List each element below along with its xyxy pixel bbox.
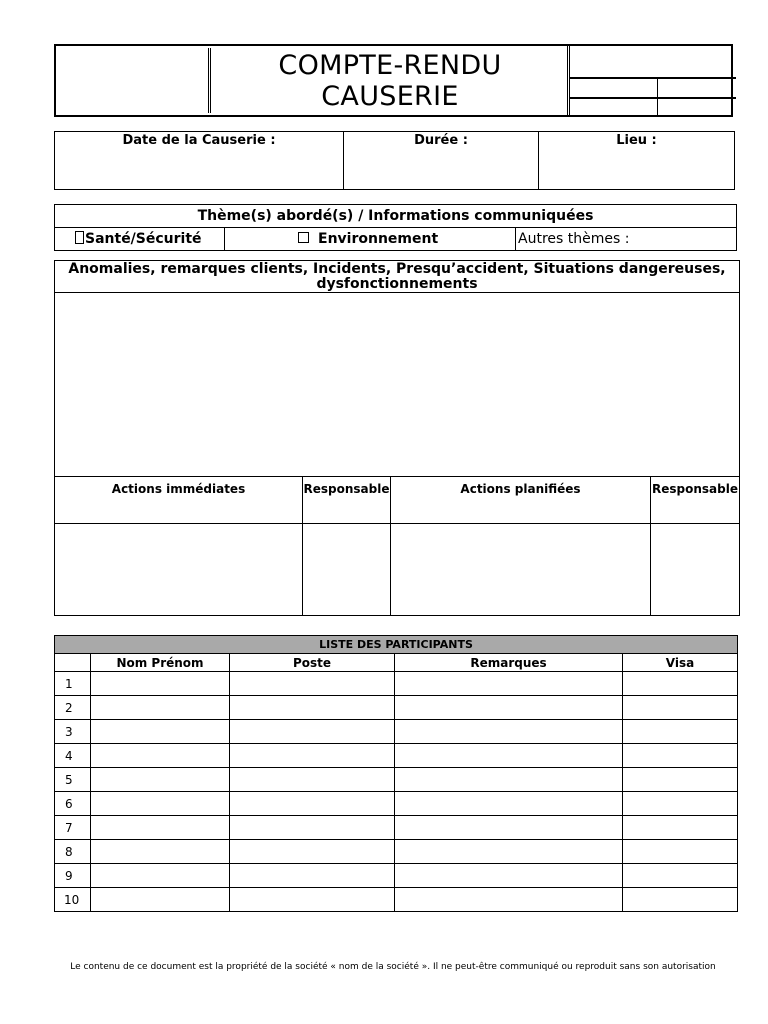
table-row: [55, 888, 738, 912]
poste-cell[interactable]: [230, 864, 395, 888]
reference-grid: [567, 46, 736, 115]
environnement-label: Environnement: [318, 231, 439, 247]
responsable-1-cell[interactable]: [303, 524, 391, 616]
logo-area: [58, 48, 211, 113]
table-row: [55, 768, 738, 792]
row-number: 10: [55, 888, 91, 912]
sante-checkbox-icon[interactable]: [75, 231, 84, 244]
participants-heading: LISTE DES PARTICIPANTS: [55, 636, 738, 654]
remarques-cell[interactable]: [395, 696, 623, 720]
participants-table: [54, 635, 738, 912]
nom-prenom-header: Nom Prénom: [91, 654, 230, 672]
row-number: 7: [55, 816, 91, 840]
remarques-cell[interactable]: [395, 744, 623, 768]
poste-cell[interactable]: [230, 720, 395, 744]
visa-cell[interactable]: [623, 816, 738, 840]
visa-cell[interactable]: [623, 792, 738, 816]
row-number: 6: [55, 792, 91, 816]
nom-prenom-cell[interactable]: [91, 888, 230, 912]
row-number: 3: [55, 720, 91, 744]
poste-header: Poste: [230, 654, 395, 672]
title-line-2: CAUSERIE: [321, 80, 459, 112]
anomalies-table: [54, 260, 740, 616]
poste-cell[interactable]: [230, 816, 395, 840]
nom-prenom-cell[interactable]: [91, 864, 230, 888]
table-row: [55, 864, 738, 888]
remarques-cell[interactable]: [395, 840, 623, 864]
visa-cell[interactable]: [623, 672, 738, 696]
actions-immediates-header: Actions immédiates: [55, 477, 303, 524]
nom-prenom-cell[interactable]: [91, 840, 230, 864]
themes-table: [54, 204, 737, 251]
environnement-option[interactable]: [225, 228, 516, 251]
sante-option[interactable]: [55, 228, 225, 251]
table-row: [55, 696, 738, 720]
nom-prenom-cell[interactable]: [91, 792, 230, 816]
row-number: 2: [55, 696, 91, 720]
row-number: 9: [55, 864, 91, 888]
visa-cell[interactable]: [623, 888, 738, 912]
remarques-cell[interactable]: [395, 768, 623, 792]
anomalies-heading: Anomalies, remarques clients, Incidents, Presqu’accident, Situations dangereuses, dysfonctionnements: [55, 261, 740, 293]
number-column-header: [55, 654, 91, 672]
footer-notice: Le contenu de ce document est la propriété de la société « nom de la société ». Il ne peut-être communiqué ou reproduit sans son autorisation: [70, 962, 716, 972]
actions-planifiees-cell[interactable]: [391, 524, 651, 616]
document-header: [54, 44, 733, 117]
table-row: [55, 720, 738, 744]
visa-cell[interactable]: [623, 744, 738, 768]
remarques-header: Remarques: [395, 654, 623, 672]
nom-prenom-cell[interactable]: [91, 744, 230, 768]
remarques-cell[interactable]: [395, 888, 623, 912]
autres-themes-label: Autres thèmes :: [518, 231, 630, 247]
table-row: [55, 792, 738, 816]
remarques-cell[interactable]: [395, 864, 623, 888]
visa-header: Visa: [623, 654, 738, 672]
poste-cell[interactable]: [230, 768, 395, 792]
poste-cell[interactable]: [230, 672, 395, 696]
visa-cell[interactable]: [623, 840, 738, 864]
visa-cell[interactable]: [623, 720, 738, 744]
lieu-field[interactable]: [539, 132, 735, 190]
responsable-2-header: Responsable: [651, 477, 740, 524]
themes-heading: Thème(s) abordé(s) / Informations communiquées: [55, 205, 737, 228]
actions-planifiees-header: Actions planifiées: [391, 477, 651, 524]
visa-cell[interactable]: [623, 696, 738, 720]
poste-cell[interactable]: [230, 888, 395, 912]
poste-cell[interactable]: [230, 792, 395, 816]
lieu-label: Lieu :: [616, 133, 657, 148]
duree-field[interactable]: [344, 132, 539, 190]
date-label: Date de la Causerie :: [122, 133, 276, 148]
remarques-cell[interactable]: [395, 816, 623, 840]
nom-prenom-cell[interactable]: [91, 672, 230, 696]
document-title: [214, 48, 566, 113]
nom-prenom-cell[interactable]: [91, 768, 230, 792]
title-line-1: COMPTE-RENDU: [278, 49, 502, 81]
responsable-2-cell[interactable]: [651, 524, 740, 616]
remarques-cell[interactable]: [395, 672, 623, 696]
poste-cell[interactable]: [230, 696, 395, 720]
nom-prenom-cell[interactable]: [91, 816, 230, 840]
nom-prenom-cell[interactable]: [91, 720, 230, 744]
sante-label: Santé/Sécurité: [85, 231, 202, 247]
table-row: [55, 672, 738, 696]
date-field[interactable]: [55, 132, 344, 190]
poste-cell[interactable]: [230, 744, 395, 768]
table-row: [55, 816, 738, 840]
environnement-checkbox-icon[interactable]: [298, 232, 309, 243]
remarques-cell[interactable]: [395, 792, 623, 816]
visa-cell[interactable]: [623, 768, 738, 792]
duree-label: Durée :: [414, 133, 468, 148]
nom-prenom-cell[interactable]: [91, 696, 230, 720]
table-row: [55, 840, 738, 864]
row-number: 5: [55, 768, 91, 792]
row-number: 4: [55, 744, 91, 768]
autres-themes-field[interactable]: [516, 228, 737, 251]
row-number: 1: [55, 672, 91, 696]
visa-cell[interactable]: [623, 864, 738, 888]
table-row: [55, 744, 738, 768]
responsable-1-header: Responsable: [303, 477, 391, 524]
info-table: [54, 131, 735, 190]
row-number: 8: [55, 840, 91, 864]
anomalies-text-area[interactable]: [55, 293, 740, 477]
remarques-cell[interactable]: [395, 720, 623, 744]
actions-immediates-cell[interactable]: [55, 524, 303, 616]
poste-cell[interactable]: [230, 840, 395, 864]
